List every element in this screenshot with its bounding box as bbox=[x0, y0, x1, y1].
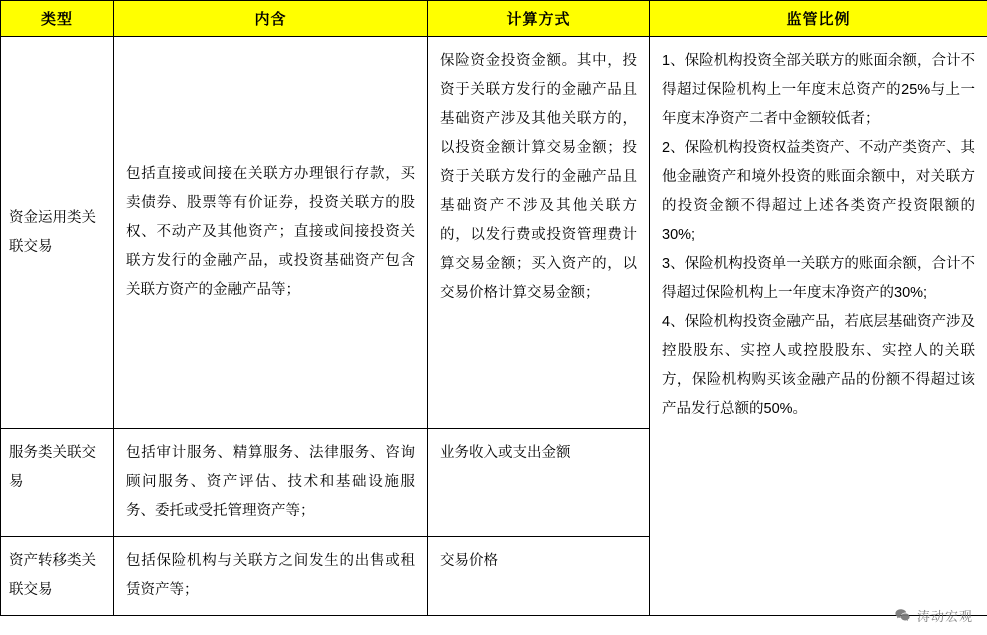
content-text: 包括直接或间接在关联方办理银行存款，买卖债券、股票等有价证券，投资关联方的股权、不动产及其他资产；直接或间接投资关联方发行的金融产品，或投资基础资产包含关联方资产的金融产品等； bbox=[126, 166, 415, 298]
table-header bbox=[1, 1, 987, 37]
ratio-item-3: 3、保险机构投资单一关联方的账面余额，合计不得超过保险机构上一年度末净资产的30%; bbox=[662, 256, 975, 301]
cell-method-service bbox=[428, 429, 650, 537]
cell-content-asset-transfer bbox=[114, 537, 428, 616]
ratio-item-1: 1、保险机构投资全部关联方的账面余额，合计不得超过保险机构上一年度末总资产的25%与上一年度末净资产二者中金额较低者； bbox=[662, 53, 975, 127]
method-text: 交易价格 bbox=[440, 553, 498, 569]
column-header-type: 类型 bbox=[1, 1, 114, 37]
cell-type-capital-use bbox=[1, 37, 114, 429]
type-label: 资产转移类关联交易 bbox=[9, 553, 96, 598]
ratio-item-2: 2、保险机构投资权益类资产、不动产类资产、其他金融资产和境外投资的账面余额中，对关联方的投资金额不得超过上述各类资产投资限额的30%; bbox=[662, 140, 975, 243]
content-text: 包括审计服务、精算服务、法律服务、咨询顾问服务、资产评估、技术和基础设施服务、委托或受托管理资产等； bbox=[126, 445, 415, 519]
type-label: 服务类关联交易 bbox=[9, 445, 96, 490]
method-text: 业务收入或支出金额 bbox=[440, 445, 571, 461]
content-text: 包括保险机构与关联方之间发生的出售或租赁资产等； bbox=[126, 553, 415, 598]
table-body bbox=[1, 37, 987, 616]
watermark-label: 涛动宏观 bbox=[916, 609, 973, 624]
cell-method-asset-transfer bbox=[428, 537, 650, 616]
table-row bbox=[1, 37, 987, 429]
cell-method-capital-use bbox=[428, 37, 650, 429]
table-header-row bbox=[1, 1, 987, 37]
column-header-ratio: 监管比例 bbox=[650, 1, 987, 37]
method-text: 保险资金投资金额。其中，投资于关联方发行的金融产品且基础资产涉及其他关联方的，以投资金额计算交易金额；投资于关联方发行的金融产品且基础资产不涉及其他关联方的，以发行费或投资管理费计算交易金额；买入资产的，以交易价格计算交易金额； bbox=[440, 53, 637, 301]
cell-content-capital-use bbox=[114, 37, 428, 429]
column-header-method: 计算方式 bbox=[428, 1, 650, 37]
cell-type-service bbox=[1, 429, 114, 537]
type-label: 资金运用类关联交易 bbox=[9, 209, 96, 255]
cell-type-asset-transfer bbox=[1, 537, 114, 616]
cell-content-service bbox=[114, 429, 428, 537]
cell-ratio-merged bbox=[650, 37, 987, 616]
column-header-content: 内含 bbox=[114, 1, 428, 37]
ratio-item-4: 4、保险机构投资金融产品，若底层基础资产涉及控股股东、实控人或控股股东、实控人的关联方，保险机构购买该金融产品的份额不得超过该产品发行总额的50%。 bbox=[662, 314, 975, 417]
